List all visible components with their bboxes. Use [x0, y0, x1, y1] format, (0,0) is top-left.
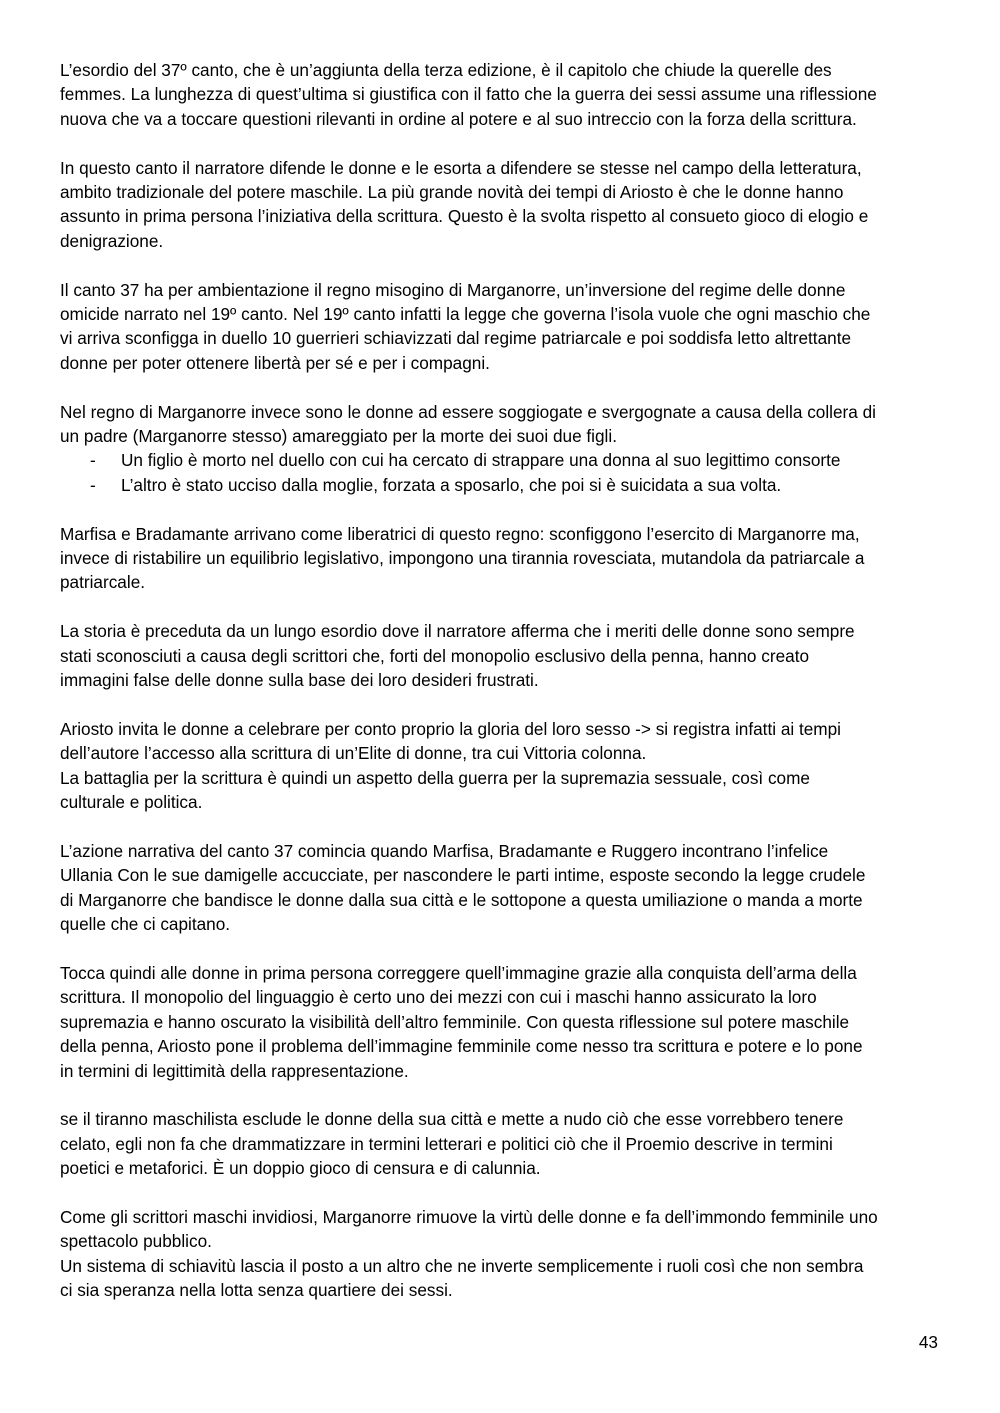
- text-line: culturale e politica.: [60, 792, 203, 813]
- text-line: donne per poter ottenere libertà per sé e per i compagni.: [60, 352, 490, 373]
- dash-bullet: -: [90, 450, 96, 471]
- text-line: Ullania Con le sue damigelle accucciate, per nascondere le parti intime, esposte secondo la legge crudele: [60, 865, 866, 886]
- list-item-text: Un figlio è morto nel duello con cui ha cercato di strappare una donna al suo legittimo consorte: [121, 450, 841, 471]
- text-line: assunto in prima persona l’iniziativa della scrittura. Questo è la svolta rispetto al consueto gioco di elogio e: [60, 206, 869, 227]
- text-line: ambito tradizionale del potere maschile. La più grande novità dei tempi di Ariosto è che le donne hanno: [60, 182, 844, 203]
- text-line: Ariosto invita le donne a celebrare per conto proprio la gloria del loro sesso -> si registra infatti ai tempi: [60, 718, 841, 739]
- paragraph-1: [60, 58, 945, 131]
- text-line: Un sistema di schiavitù lascia il posto a un altro che ne inverte semplicemente i ruoli così che non sembra: [60, 1255, 864, 1276]
- dash-bullet: -: [90, 474, 96, 495]
- text-line: patriarcale.: [60, 572, 146, 593]
- text-line: scrittura. Il monopolio del linguaggio è certo uno dei mezzi con cui i maschi hanno assicurato la loro: [60, 987, 817, 1008]
- text-line: Il canto 37 ha per ambientazione il regno misogino di Marganorre, un’inversione del regime delle donne: [60, 279, 846, 300]
- list-item: [60, 448, 945, 472]
- text-line: vi arriva sconfigga in duello 10 guerrieri schiavizzati dal regime patriarcale e poi soddisfa letto altrettante: [60, 328, 852, 349]
- paragraph-6: [60, 619, 945, 692]
- text-line: invece di ristabilire un equilibrio legislativo, impongono una tirannia rovesciata, mutandola da patriarcale a: [60, 548, 865, 569]
- text-line: omicide narrato nel 19º canto. Nel 19º canto infatti la legge che governa l’isola vuole che ogni maschio che: [60, 304, 871, 325]
- text-line: Tocca quindi alle donne in prima persona correggere quell’immagine grazie alla conquista dell’arma della: [60, 962, 857, 983]
- text-line: spettacolo pubblico.: [60, 1231, 212, 1252]
- text-line: quelle che ci capitano.: [60, 914, 231, 935]
- paragraph-11: [60, 1205, 945, 1303]
- text-line: ci sia speranza nella lotta senza quartiere dei sessi.: [60, 1280, 453, 1301]
- paragraph-3: [60, 278, 945, 376]
- text-line: In questo canto il narratore difende le donne e le esorta a difendere se stesse nel campo della letteratura,: [60, 157, 862, 178]
- text-line: di Marganorre che bandisce le donne dalla sua città e le sottopone a questa umiliazione o manda a morte: [60, 889, 863, 910]
- text-line: dell’autore l’accesso alla scrittura di un’Elite di donne, tra cui Vittoria colonna.: [60, 743, 647, 764]
- text-line: Marfisa e Bradamante arrivano come liberatrici di questo regno: sconfiggono l’esercito di Marganorre ma,: [60, 523, 860, 544]
- text-line: della penna, Ariosto pone il problema dell’immagine femminile come nesso tra scrittura e potere e lo pone: [60, 1036, 863, 1057]
- text-line: nuova che va a toccare questioni rilevanti in ordine al potere e al suo intreccio con la forza della scrittura.: [60, 108, 857, 129]
- paragraph-9: [60, 961, 945, 1083]
- text-line: un padre (Marganorre stesso) amareggiato per la morte dei suoi due figli.: [60, 426, 617, 447]
- text-line: in termini di legittimità della rappresentazione.: [60, 1060, 409, 1081]
- paragraph-2: [60, 156, 945, 254]
- text-line: Nel regno di Marganorre invece sono le donne ad essere soggiogate e svergognate a causa della collera di: [60, 401, 876, 422]
- paragraph-8: [60, 839, 945, 937]
- page-number: 43: [918, 1332, 938, 1352]
- text-line: L’esordio del 37º canto, che è un’aggiunta della terza edizione, è il capitolo che chiude la querelle des: [60, 60, 832, 80]
- text-line: L’azione narrativa del canto 37 comincia quando Marfisa, Bradamante e Ruggero incontrano l’infelice: [60, 840, 829, 861]
- text-line: supremazia e hanno oscurato la visibilità dell’altro femminile. Con questa riflessione sul potere maschile: [60, 1011, 850, 1032]
- text-line: celato, egli non fa che drammatizzare in termini letterari e politici ciò che il Proemio descrive in termini: [60, 1133, 833, 1154]
- text-line: Come gli scrittori maschi invidiosi, Marganorre rimuove la virtù delle donne e fa dell’immondo femminile uno: [60, 1206, 878, 1227]
- list-item: [60, 473, 945, 497]
- paragraph-4: [60, 400, 945, 449]
- dash-list: [60, 448, 945, 497]
- text-line: denigrazione.: [60, 230, 164, 251]
- paragraph-7: [60, 717, 945, 815]
- list-item-text: L’altro è stato ucciso dalla moglie, forzata a sposarlo, che poi si è suicidata a sua volta.: [121, 474, 782, 495]
- text-line: stati sconosciuti a causa degli scrittori che, forti del monopolio esclusivo della penna, hanno creato: [60, 645, 810, 666]
- text-line: La storia è preceduta da un lungo esordio dove il narratore afferma che i meriti delle donne sono sempre: [60, 621, 855, 642]
- text-line: La battaglia per la scrittura è quindi un aspetto della guerra per la supremazia sessuale, così come: [60, 767, 810, 788]
- text-line: femmes. La lunghezza di quest’ultima si giustifica con il fatto che la guerra dei sessi assume una riflessione: [60, 84, 877, 105]
- text-line: poetici e metaforici. È un doppio gioco di censura e di calunnia.: [60, 1158, 541, 1179]
- text-line: immagini false delle donne sulla base dei loro desideri frustrati.: [60, 670, 539, 691]
- text-line: se il tiranno maschilista esclude le donne della sua città e mette a nudo ciò che esse vorrebbero tenere: [60, 1109, 844, 1130]
- paragraph-10: [60, 1107, 945, 1180]
- document-body: [60, 58, 945, 1327]
- paragraph-5: [60, 522, 945, 595]
